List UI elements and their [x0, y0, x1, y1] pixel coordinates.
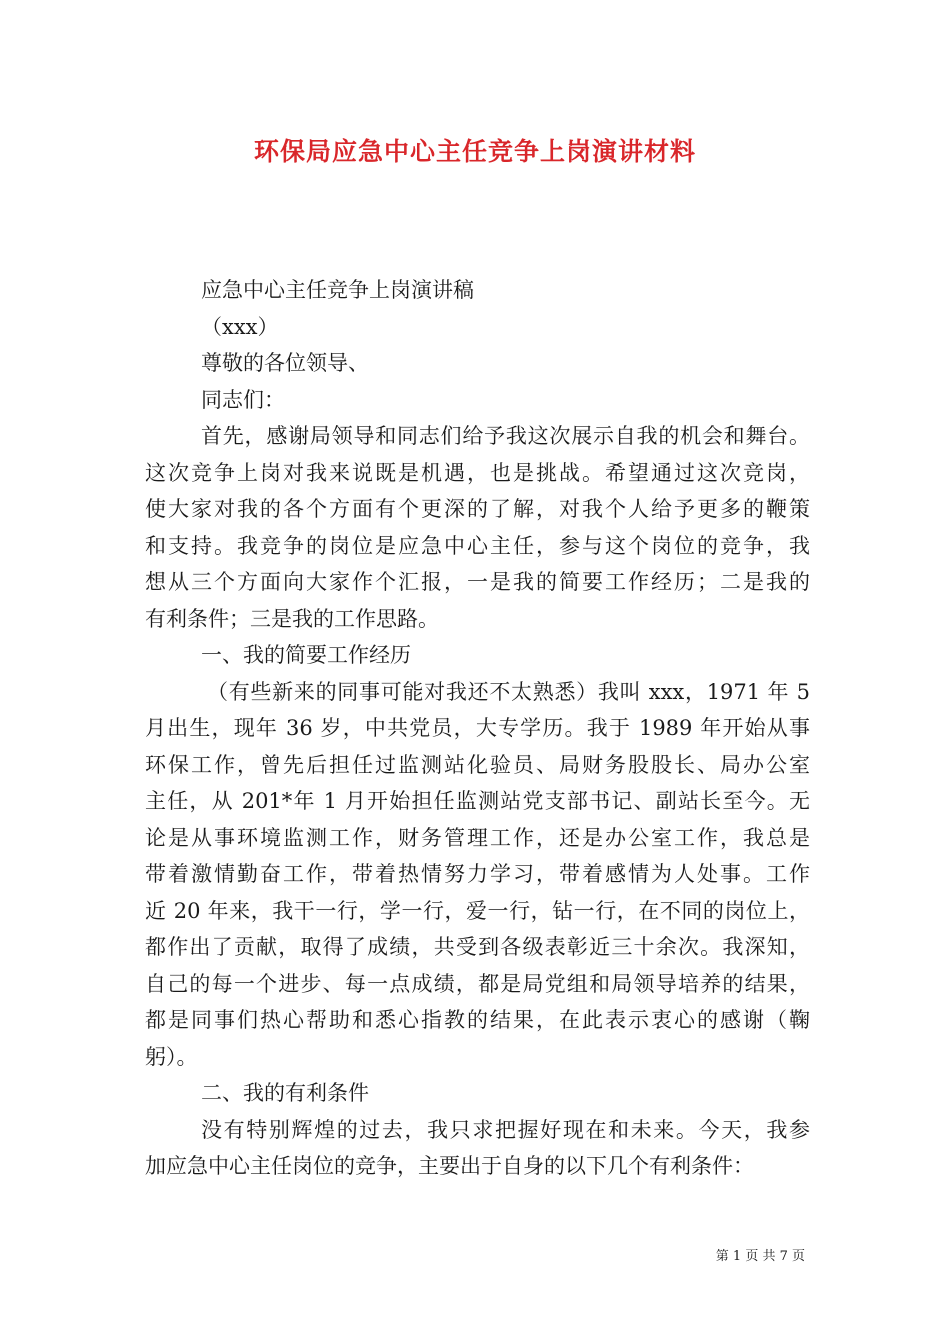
paragraph-line: 首先，感谢局领导和同志们给予我这次展示自我的机会和舞台。	[201, 424, 810, 448]
paragraph-line: 都作出了贡献，取得了成绩，共受到各级表彰近三十余次。我深知，	[145, 935, 810, 959]
paragraph-line: 都是同事们热心帮助和悉心指教的结果，在此表示衷心的感谢（鞠	[145, 1008, 810, 1032]
paragraph-line: 月出生，现年 36 岁，中共党员，大专学历。我于 1989 年开始从事	[145, 716, 810, 740]
paragraph-line: 主任，从 201*年 1 月开始担任监测站党支部书记、副站长至今。无	[145, 789, 810, 813]
paragraph-line: 使大家对我的各个方面有个更深的了解，对我个人给予更多的鞭策	[145, 497, 810, 521]
paragraph-line: 自己的每一个进步、每一点成绩，都是局党组和局领导培养的结果，	[145, 971, 810, 996]
paragraph-line: 近 20 年来，我干一行，学一行，爱一行，钻一行，在不同的岗位上，	[145, 898, 810, 923]
page-number: 第 1 页 共 7 页	[715, 1249, 805, 1264]
document-title: 环保局应急中心主任竞争上岗演讲材料	[253, 137, 696, 166]
speaker-name: （xxx）	[201, 314, 279, 339]
paragraph-line: 加应急中心主任岗位的竞争，主要出于自身的以下几个有利条件：	[145, 1154, 754, 1178]
paragraph-line: 躬）。	[145, 1044, 198, 1069]
section-heading: 一、我的简要工作经历	[201, 643, 411, 667]
salutation-line: 尊敬的各位领导、	[201, 351, 369, 375]
paragraph-line: 环保工作，曾先后担任过监测站化验员、局财务股股长、局办公室	[145, 752, 810, 777]
section-heading: 二、我的有利条件	[201, 1081, 369, 1105]
paragraph-line: 这次竞争上岗对我来说既是机遇，也是挑战。希望通过这次竞岗，	[145, 460, 810, 485]
speech-heading: 应急中心主任竞争上岗演讲稿	[201, 278, 474, 302]
paragraph-line: 论是从事环境监测工作，财务管理工作，还是办公室工作，我总是	[145, 825, 810, 850]
paragraph-line: （有些新来的同事可能对我还不太熟悉）我叫 xxx，1971 年 5	[207, 679, 810, 704]
document-body	[145, 272, 810, 1185]
salutation-line: 同志们：	[201, 387, 285, 412]
paragraph-line: 带着激情勤奋工作，带着热情努力学习，带着感情为人处事。工作	[145, 862, 810, 886]
paragraph-line: 没有特别辉煌的过去，我只求把握好现在和未来。今天，我参	[201, 1117, 810, 1142]
paragraph-line: 和支持。我竞争的岗位是应急中心主任，参与这个岗位的竞争，我	[145, 533, 810, 558]
paragraph-line: 想从三个方面向大家作个汇报，一是我的简要工作经历；二是我的	[145, 570, 810, 594]
paragraph-line: 有利条件；三是我的工作思路。	[145, 606, 439, 631]
